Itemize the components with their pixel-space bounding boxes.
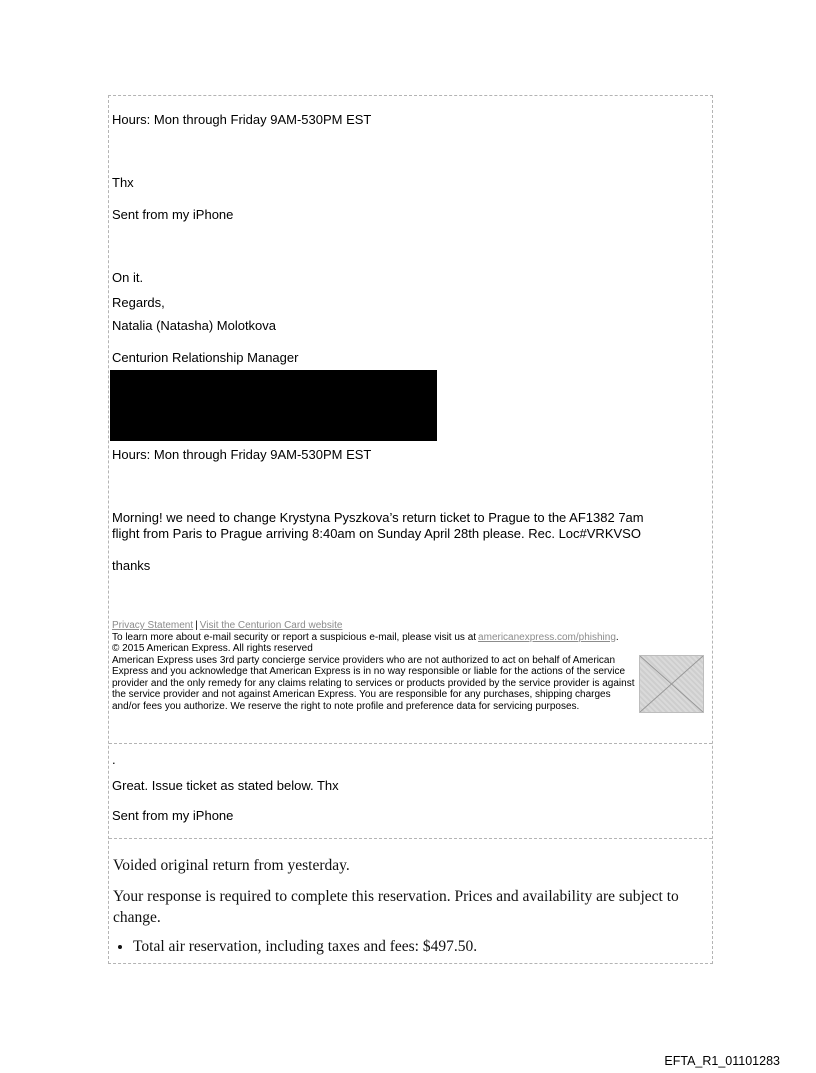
broken-image-x-icon — [640, 656, 703, 712]
broken-image-placeholder — [639, 655, 704, 713]
security-notice-text: To learn more about e-mail security or report a suspicious e-mail, please visit us at — [112, 631, 477, 643]
hours-line-repeat: Hours: Mon through Friday 9AM-530PM EST — [112, 447, 372, 462]
sender-title: Centurion Relationship Manager — [112, 350, 299, 365]
security-notice-period: . — [615, 631, 619, 643]
voided-return-text: Voided original return from yesterday. — [113, 856, 350, 874]
footer-links-line — [112, 620, 704, 632]
on-it-text: On it. — [112, 270, 144, 285]
total-air-reservation-item: • Total air reservation, including taxes and fees: $497.50. — [133, 936, 704, 957]
sender-name: Natalia (Natasha) Molotkova — [112, 318, 277, 333]
disclaimer-row — [112, 655, 704, 713]
reply-dot: . — [112, 751, 116, 767]
sent-from-iphone-text: Sent from my iPhone — [112, 207, 234, 222]
redaction-box — [110, 370, 437, 441]
quoted-itinerary-email — [109, 838, 712, 963]
disclaimer-text: American Express uses 3rd party concierge service providers who are not authorized to act on behalf of American Express and you acknowledge that American Express is in no way responsible or liable for the actions of the service provider and the only remedy for any claims relating to services or products provided by the service provider is against the service provider and not against American Express. You are responsible for any purchases, shipping charges and/or fees you authorize. We reserve the right to note profile and preference data for servicing purposes. — [112, 654, 635, 712]
reply-message — [109, 744, 712, 838]
quoted-amex-email — [109, 96, 712, 744]
email-thread — [108, 95, 713, 964]
centurion-card-website-link[interactable]: Visit the Centurion Card website — [199, 620, 343, 631]
privacy-statement-link[interactable]: Privacy Statement — [112, 620, 194, 631]
amex-email-footer — [112, 620, 704, 713]
response-required-text: Your response is required to complete this reservation. Prices and availability are subject to change. — [113, 887, 679, 926]
sent-from-iphone-text-2: Sent from my iPhone — [112, 807, 234, 823]
security-notice-line — [112, 632, 704, 644]
ticket-change-request-text: Morning! we need to change Krystyna Pyszkova’s return ticket to Prague to the AF1382 7am flight from Paris to Prague arriving 8:40am on Sunday April 28th please. Rec. Loc#VRKVSO — [112, 510, 644, 541]
reservation-total-list — [113, 936, 704, 957]
thx-text: Thx — [112, 175, 134, 190]
links-separator: | — [195, 620, 198, 631]
copyright-text: © 2015 American Express. All rights reserved — [112, 643, 313, 654]
thanks-text: thanks — [112, 558, 151, 573]
regards-text: Regards, — [112, 295, 165, 310]
reply-confirmation-text: Great. Issue ticket as stated below. Thx — [112, 777, 339, 793]
bates-number: EFTA_R1_01101283 — [664, 1054, 780, 1068]
phishing-link[interactable]: americanexpress.com/phishing — [478, 631, 616, 643]
hours-line: Hours: Mon through Friday 9AM-530PM EST — [112, 112, 372, 127]
